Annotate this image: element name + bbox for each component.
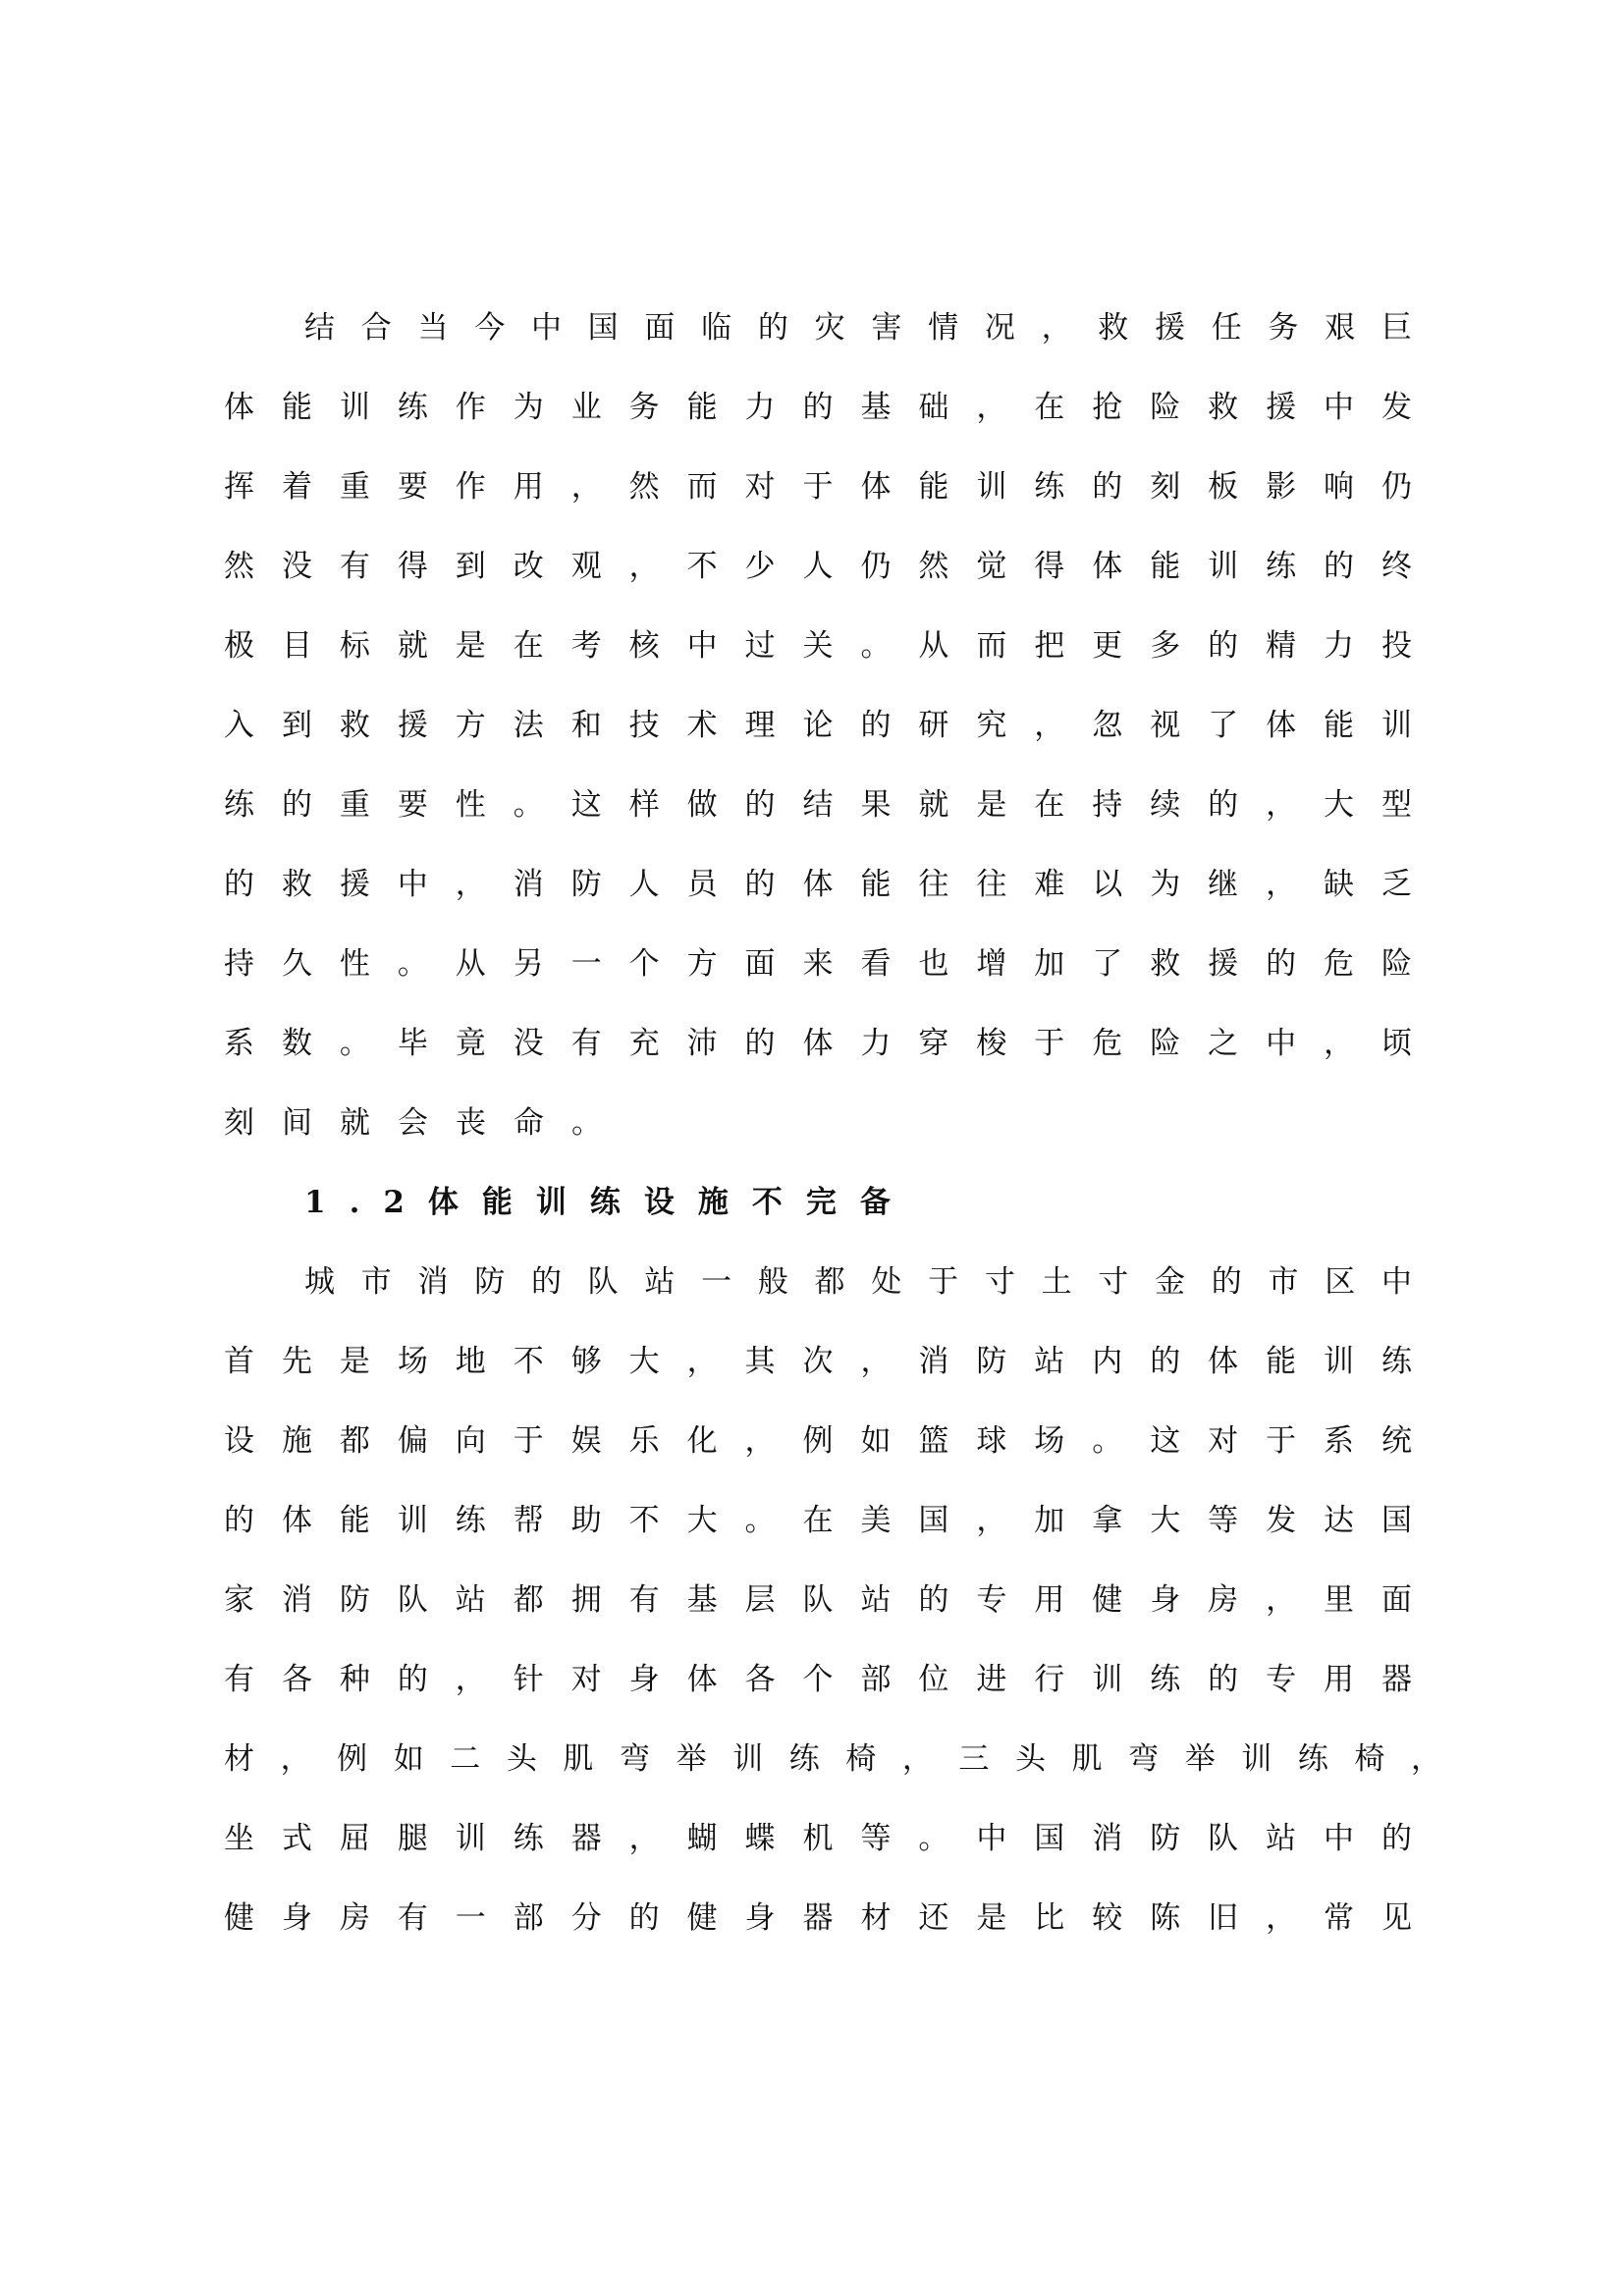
paragraph-line: 挥 着 重 要 作 用 ， 然 而 对 于 体 能 训 练 的 刻 板 影 响 仍 — [224, 469, 1412, 505]
paragraph-line: 结 合 当 今 中 国 面 临 的 灾 害 情 况 ， 救 援 任 务 艰 巨 — [304, 310, 1412, 346]
paragraph-line: 持 久 性 。 从 另 一 个 方 面 来 看 也 增 加 了 救 援 的 危 险 — [224, 946, 1412, 982]
paragraph-line: 的 救 援 中 ， 消 防 人 员 的 体 能 往 往 难 以 为 继 ， 缺 乏 — [224, 867, 1412, 902]
paragraph-line: 家 消 防 队 站 都 拥 有 基 层 队 站 的 专 用 健 身 房 ， 里 面 — [224, 1582, 1412, 1618]
paragraph-line: 有 各 种 的 ， 针 对 身 体 各 个 部 位 进 行 训 练 的 专 用 器 — [224, 1662, 1412, 1697]
paragraph-line: 体 能 训 练 作 为 业 务 能 力 的 基 础 ， 在 抢 险 救 援 中 发 — [224, 390, 1412, 425]
paragraph-line: 健 身 房 有 一 部 分 的 健 身 器 材 还 是 比 较 陈 旧 ， 常 见 — [224, 1900, 1412, 1936]
section-heading: 1.2体能训练设施不完备 — [304, 1185, 914, 1220]
paragraph-line: 然 没 有 得 到 改 观 ， 不 少 人 仍 然 觉 得 体 能 训 练 的 终 — [224, 549, 1412, 584]
paragraph-line: 城 市 消 防 的 队 站 一 般 都 处 于 寸 土 寸 金 的 市 区 中 — [304, 1264, 1412, 1300]
paragraph-line: 设 施 都 偏 向 于 娱 乐 化 ， 例 如 篮 球 场 。 这 对 于 系 统 — [224, 1423, 1412, 1459]
paragraph-line: 系 数 。 毕 竟 没 有 充 沛 的 体 力 穿 梭 于 危 险 之 中 ， 顷 — [224, 1026, 1412, 1061]
paragraph-line: 练 的 重 要 性 。 这 样 做 的 结 果 就 是 在 持 续 的 ， 大 型 — [224, 787, 1412, 823]
paragraph-line: 刻间就会丧命。 — [224, 1105, 629, 1141]
paragraph-line: 首 先 是 场 地 不 够 大 ， 其 次 ， 消 防 站 内 的 体 能 训 练 — [224, 1344, 1412, 1379]
paragraph-line: 入 到 救 援 方 法 和 技 术 理 论 的 研 究 ， 忽 视 了 体 能 训 — [224, 708, 1412, 743]
paragraph-line: 的 体 能 训 练 帮 助 不 大 。 在 美 国 ， 加 拿 大 等 发 达 国 — [224, 1503, 1412, 1538]
paragraph-line: 材 ， 例 如 二 头 肌 弯 举 训 练 椅 ， 三 头 肌 弯 举 训 练 椅 ， — [224, 1741, 1441, 1777]
paragraph-line: 坐 式 屈 腿 训 练 器 ， 蝴 蝶 机 等 。 中 国 消 防 队 站 中 的 — [224, 1821, 1412, 1856]
paragraph-line: 极 目 标 就 是 在 考 核 中 过 关 。 从 而 把 更 多 的 精 力 投 — [224, 628, 1412, 664]
